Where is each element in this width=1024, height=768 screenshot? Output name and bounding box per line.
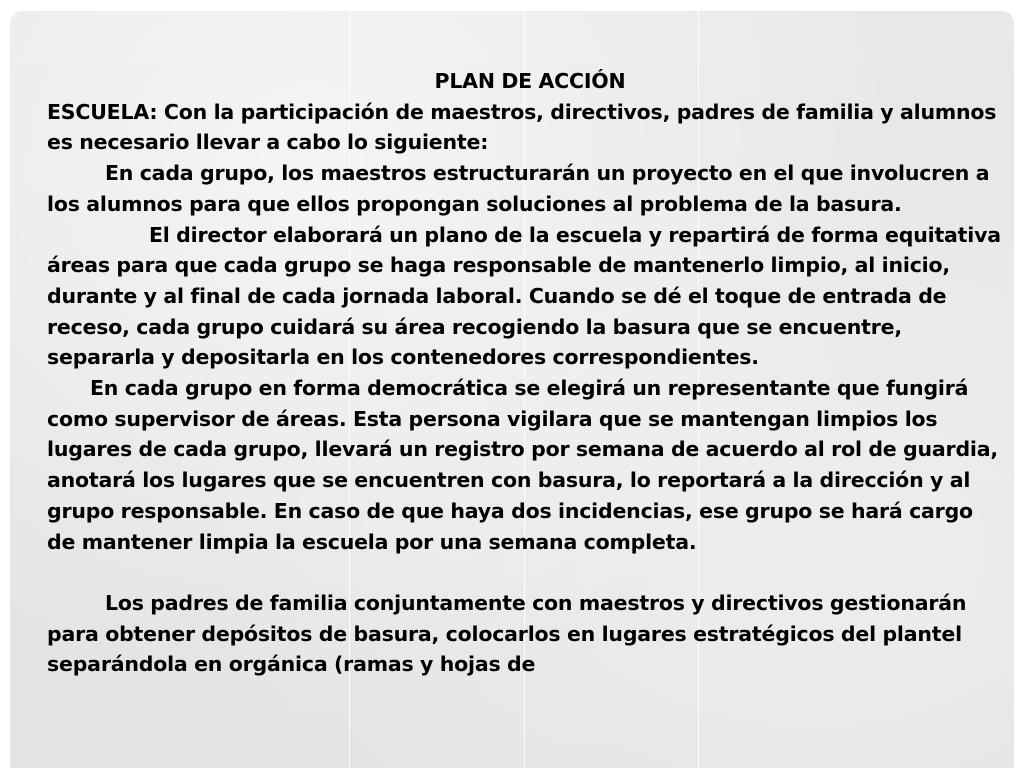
paragraph-director-plano: El director elaborará un plano de la escuela y repartirá de forma equitativa áreas para que cada grupo se haga responsable de mantenerlo limpio, al inicio, durante y al final de cada jornada laboral. Cuando se dé el toque de entrada de receso, cada grupo cuidará su área recogiendo la basura que se encuentre, separarla y depositarla en los contenedores correspondientes. — [47, 222, 1001, 370]
slide-text-body — [47, 66, 1007, 680]
blank-line — [47, 557, 1007, 588]
paragraph-maestros-proyecto: En cada grupo, los maestros estructurarán un proyecto en el que involucren a los alumnos para que ellos propongan soluciones al problema de la basura. — [47, 161, 990, 216]
slide-card — [10, 11, 1014, 768]
paragraph-padres-familia: Los padres de familia conjuntamente con maestros y directivos gestionarán para obtener depósitos de basura, colocarlos en lugares estratégicos del plantel separándola en orgánica (ramas y hojas de — [47, 590, 967, 677]
paragraph-escuela: ESCUELA: Con la participación de maestros, directivos, padres de familia y alumnos es necesario llevar a cabo lo siguiente: — [47, 99, 997, 155]
paragraph-representante: En cada grupo en forma democrática se elegirá un representante que fungirá como supervisor de áreas. Esta persona vigilara que se mantengan limpios los lugares de cada grupo, llevará un registro por semana de acuerdo al rol de guardia, anotará los lugares que se encuentren con basura, lo reportará a la dirección y al grupo responsable. En caso de que haya dos incidencias, ese grupo se hará cargo de mantener limpia la escuela por una semana completa. — [47, 376, 998, 554]
document-title: PLAN DE ACCIÓN — [434, 69, 626, 93]
